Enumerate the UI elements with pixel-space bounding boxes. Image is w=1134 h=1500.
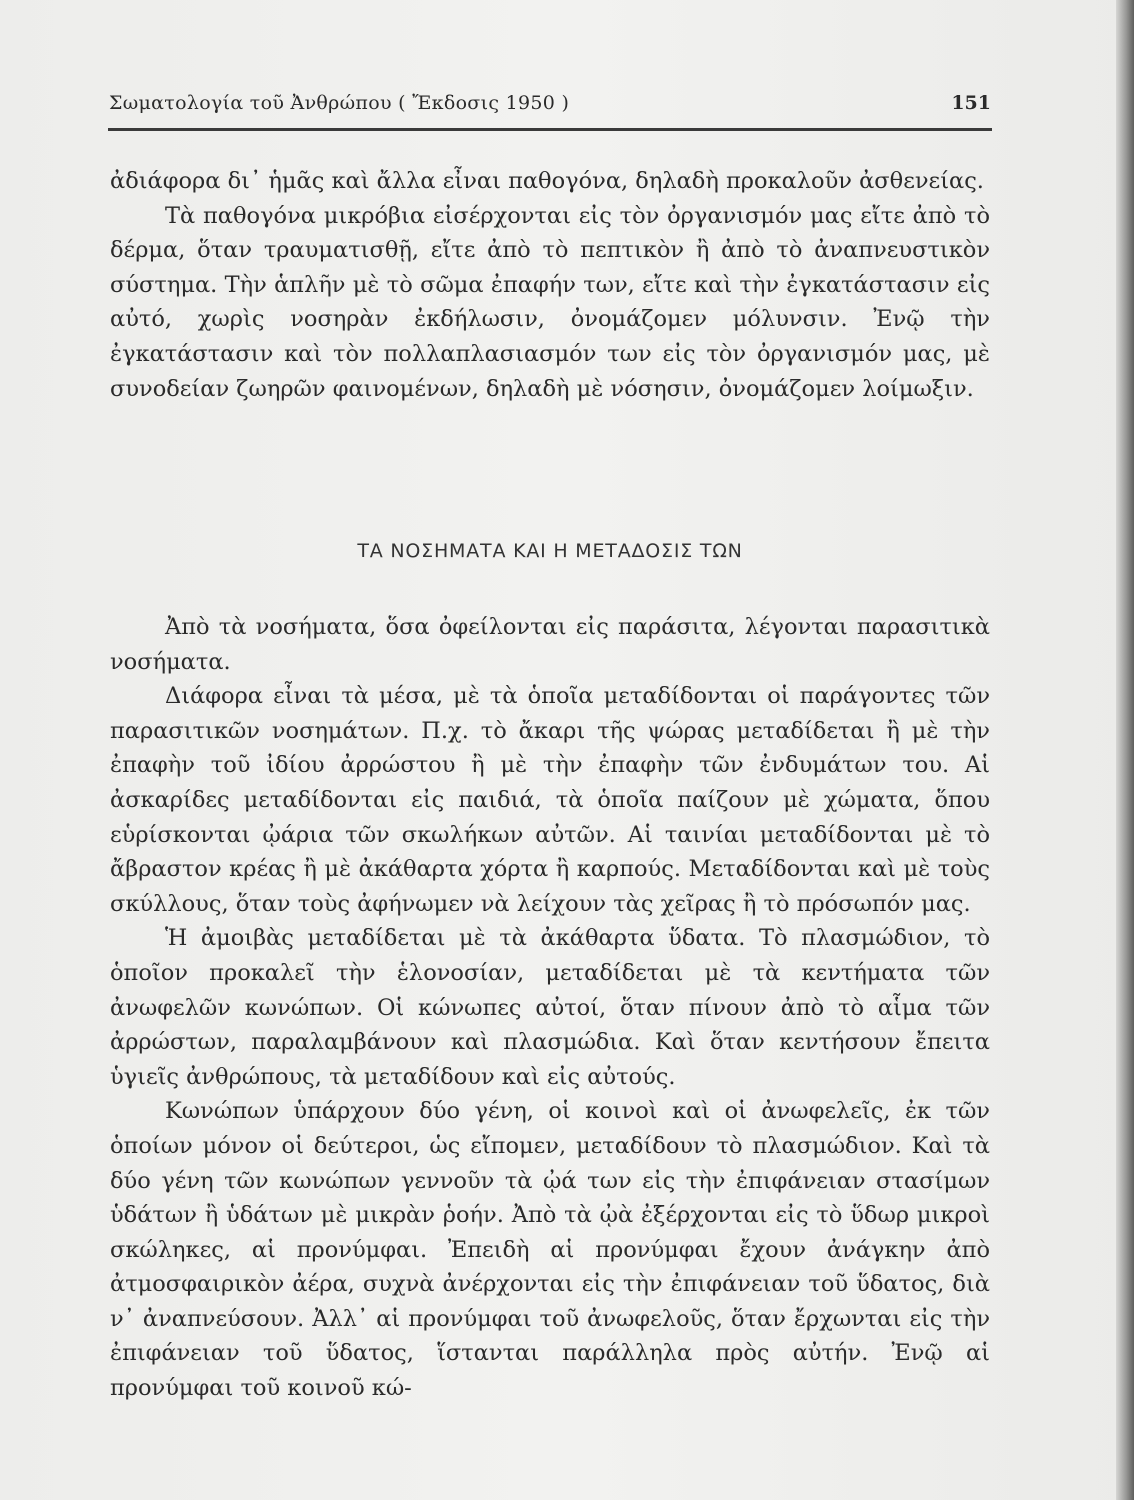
paragraph: Διάφορα εἶναι τὰ μέσα, μὲ τὰ ὁποῖα μεταδίδονται οἱ παράγοντες τῶν παρασιτικῶν νοσημάτων. Π.χ. τὸ ἄκαρι τῆς ψώρας μεταδίδεται ἢ μὲ τὴν ἐπαφὴν τοῦ ἰδίου ἀρρώστου ἢ μὲ τὴν ἐπαφὴν τῶν ἐνδυμάτων του. Αἱ ἀσκαρίδες μεταδίδονται εἰς παιδιά, τὰ ὁποῖα παίζουν μὲ χώματα, ὅπου εὑρίσκονται ᾠάρια τῶν σκωλήκων αὐτῶν. Αἱ ταινίαι μεταδίδονται μὲ τὸ ἄβραστον κρέας ἢ μὲ ἀκάθαρτα χόρτα ἢ καρπούς. Μεταδίδονται καὶ μὲ τοὺς σκύλλους, ὅταν τοὺς ἀφήνωμεν νὰ λείχουν τὰς χεῖρας ἢ τὸ πρόσωπόν μας. xyxy=(110,683,990,917)
running-title: Σωματολογία τοῦ Ἀνθρώπου ( Ἔκδοσις 1950 ) xyxy=(109,92,570,114)
book-spine-shadow xyxy=(1116,0,1134,1500)
section-heading: ΤΑ ΝΟΣΗΜΑΤΑ ΚΑΙ Η ΜΕΤΑΔΟΣΙΣ ΤΩΝ xyxy=(357,540,743,562)
paragraph: Κωνώπων ὑπάρχουν δύο γένη, οἱ κοινοὶ καὶ οἱ ἀνωφελεῖς, ἐκ τῶν ὁποίων μόνον οἱ δεύτεροι, ὡς εἴπομεν, μεταδίδουν τὸ πλασμώδιον. Καὶ τὰ δύο γένη τῶν κωνώπων γεννοῦν τὰ ᾠά των εἰς τὴν ἐπιφάνειαν στασίμων ὑδάτων ἢ ὑδάτων μὲ μικρὰν ῥοήν. Ἀπὸ τὰ ᾠὰ ἐξέρχονται εἰς τὸ ὕδωρ μικροὶ σκώληκες, αἱ προνύμφαι. Ἐπειδὴ αἱ προνύμφαι ἔχουν ἀνάγκην ἀπὸ ἀτμοσφαιρικὸν ἀέρα, συχνὰ ἀνέρχονται εἰς τὴν ἐπιφάνειαν τοῦ ὕδατος, διὰ ν᾿ ἀναπνεύσουν. Ἀλλ᾿ αἱ προνύμφαι τοῦ ἀνωφελοῦς, ὅταν ἔρχωνται εἰς τὴν ἐπιφάνειαν τοῦ ὕδατος, ἵστανται παράλληλα πρὸς αὐτήν. Ἐνῷ αἱ προνύμφαι τοῦ κοινοῦ κώ- xyxy=(110,1098,990,1402)
text-block-top xyxy=(110,164,990,406)
paragraph: Ἡ ἀμοιβὰς μεταδίδεται μὲ τὰ ἀκάθαρτα ὕδατα. Τὸ πλασμώδιον, τὸ ὁποῖον προκαλεῖ τὴν ἑλονοσίαν, μεταδίδεται μὲ τὰ κεντήματα τῶν ἀνωφελῶν κωνώπων. Οἱ κώνωπες αὐτοί, ὅταν πίνουν ἀπὸ τὸ αἷμα τῶν ἀρρώστων, παραλαμβάνουν καὶ πλασμώδια. Καὶ ὅταν κεντήσουν ἔπειτα ὑγιεῖς ἀνθρώπους, τὰ μεταδίδουν καὶ εἰς αὐτούς. xyxy=(110,925,990,1090)
header-rule xyxy=(108,128,992,131)
page-number: 151 xyxy=(951,92,991,114)
page-header xyxy=(109,92,991,120)
paragraph: ἀδιάφορα δι᾿ ἡμᾶς καὶ ἄλλα εἶναι παθογόνα, δηλαδὴ προκαλοῦν ἀσθενείας. xyxy=(110,168,984,194)
paragraph: Ἀπὸ τὰ νοσήματα, ὅσα ὀφείλονται εἰς παράσιτα, λέγονται παρασιτικὰ νοσήματα. xyxy=(110,614,990,675)
text-block-bottom xyxy=(110,610,990,1406)
paragraph: Τὰ παθογόνα μικρόβια εἰσέρχονται εἰς τὸν ὀργανισμόν μας εἴτε ἀπὸ τὸ δέρμα, ὅταν τραυματισθῇ, εἴτε ἀπὸ τὸ πεπτικὸν ἢ ἀπὸ τὸ ἀναπνευστικὸν σύστημα. Τὴν ἁπλῆν μὲ τὸ σῶμα ἐπαφήν των, εἴτε καὶ τὴν ἐγκατάστασιν εἰς αὐτό, χωρὶς νοσηρὰν ἐκδήλωσιν, ὀνομάζομεν μόλυνσιν. Ἐνῷ τὴν ἐγκατάστασιν καὶ τὸν πολλαπλασιασμόν των εἰς τὸν ὀργανισμόν μας, μὲ συνοδείαν ζωηρῶν φαινομένων, δηλαδὴ μὲ νόσησιν, ὀνομάζομεν λοίμωξιν. xyxy=(110,202,990,402)
